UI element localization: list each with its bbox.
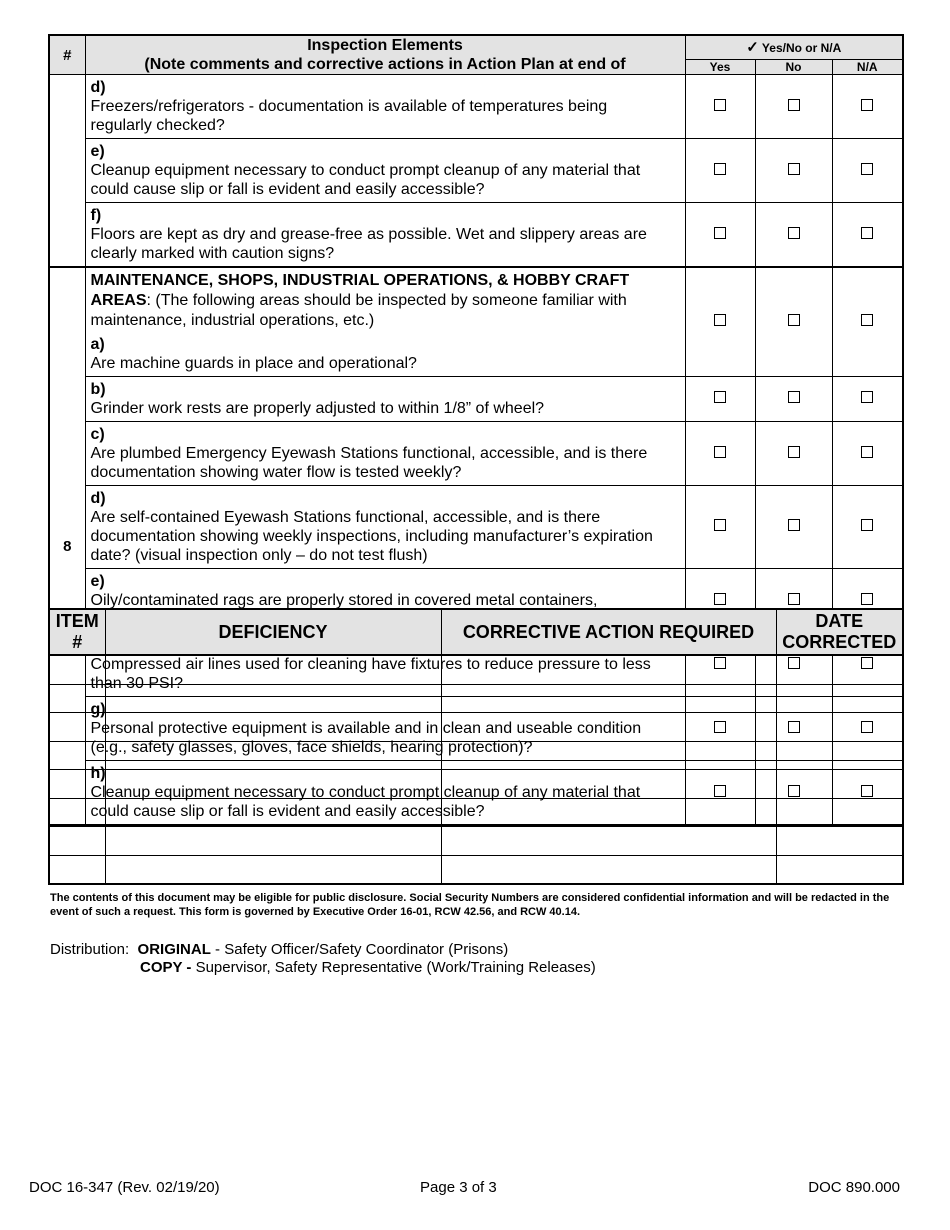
item-text: Floors are kept as dry and grease-free as possible. Wet and slippery areas are clearly marked with caution signs?	[90, 226, 647, 262]
deficiency-cell[interactable]	[105, 713, 441, 742]
table-row	[49, 655, 903, 684]
table-row	[49, 770, 903, 799]
checkbox-yes[interactable]	[714, 446, 726, 458]
header-title-line2: (Note comments and corrective actions in Action Plan at end of	[144, 56, 626, 73]
deficiency-header: DEFICIENCY	[105, 609, 441, 655]
distribution-copy-text: Supervisor, Safety Representative (Work/Training Releases)	[191, 959, 596, 976]
date-cell[interactable]	[776, 798, 903, 827]
checkbox-yes[interactable]	[714, 163, 726, 175]
yes-no-na-header	[685, 35, 903, 59]
checkmark-icon: ✓	[746, 39, 759, 57]
checkbox-no[interactable]	[788, 227, 800, 239]
item-text: Are self-contained Eyewash Stations functional, accessible, and is there documentation showing weekly inspections, including manufacturer’s expiration date? (visual inspection only – do not test flush)	[90, 509, 653, 564]
item-header-line2: #	[72, 632, 83, 652]
checkbox-no[interactable]	[788, 163, 800, 175]
checkbox-yes[interactable]	[714, 519, 726, 531]
item-header-line1: ITEM	[55, 611, 99, 631]
table-row	[49, 827, 903, 856]
checkbox-na[interactable]	[861, 446, 873, 458]
corrective-action-cell[interactable]	[441, 741, 776, 770]
item-letter: c)	[90, 426, 105, 443]
checkbox-no[interactable]	[788, 519, 800, 531]
question-row	[85, 75, 685, 139]
corrective-action-cell[interactable]	[441, 684, 776, 713]
item-letter: e)	[90, 143, 105, 160]
checkbox-na[interactable]	[861, 314, 873, 326]
table-row	[49, 741, 903, 770]
item-text: Compressed air lines used for cleaning have fixtures to reduce pressure to less than 30 PSI?	[90, 656, 651, 692]
inspection-elements-header	[85, 35, 685, 75]
date-cell[interactable]	[776, 770, 903, 799]
corrective-action-cell[interactable]	[441, 855, 776, 884]
checkbox-no[interactable]	[788, 314, 800, 326]
item-number-cell[interactable]	[49, 655, 105, 684]
item-text: Cleanup equipment necessary to conduct prompt cleanup of any material that could cause slip or fall is evident and easily accessible?	[90, 784, 641, 820]
item-letter: g)	[90, 701, 106, 718]
corrective-action-cell[interactable]	[441, 713, 776, 742]
deficiency-cell[interactable]	[105, 827, 441, 856]
checkbox-na[interactable]	[861, 593, 873, 605]
date-corrected-header	[776, 609, 903, 655]
section8-heading-text: : (The following areas should be inspected by someone familiar with maintenance, industrial operations, etc.)	[90, 292, 627, 329]
deficiency-cell[interactable]	[105, 684, 441, 713]
deficiency-cell[interactable]	[105, 655, 441, 684]
question-row	[85, 377, 685, 422]
date-header-line2: CORRECTED	[782, 632, 897, 652]
checkbox-yes[interactable]	[714, 314, 726, 326]
column-na: N/A	[832, 59, 903, 74]
corrective-action-cell[interactable]	[441, 770, 776, 799]
item-letter: e)	[90, 573, 105, 590]
item-text: Are machine guards in place and operational?	[90, 355, 417, 372]
checkbox-na[interactable]	[861, 519, 873, 531]
checkbox-na[interactable]	[861, 163, 873, 175]
table-row	[49, 684, 903, 713]
item-number-cell[interactable]	[49, 713, 105, 742]
distribution-block	[50, 941, 596, 977]
checkbox-no[interactable]	[788, 99, 800, 111]
item-number-cell[interactable]	[49, 684, 105, 713]
item-text: Personal protective equipment is available and in clean and useable condition (e.g., safety glasses, gloves, face shields, hearing protection)?	[90, 720, 642, 756]
item-letter: d)	[90, 79, 106, 96]
corrective-action-cell[interactable]	[441, 827, 776, 856]
deficiency-cell[interactable]	[105, 741, 441, 770]
page-number: Page 3 of 3	[420, 1179, 497, 1196]
checkbox-yes[interactable]	[714, 227, 726, 239]
date-cell[interactable]	[776, 655, 903, 684]
question-row	[85, 486, 685, 569]
item-number-cell[interactable]	[49, 798, 105, 827]
item-number-cell[interactable]	[49, 827, 105, 856]
checkbox-yes[interactable]	[714, 99, 726, 111]
item-letter: f)	[90, 207, 102, 224]
date-cell[interactable]	[776, 713, 903, 742]
item-text: Freezers/refrigerators - documentation is available of temperatures being regularly checked?	[90, 98, 608, 134]
disclosure-notice: The contents of this document may be eligible for public disclosure. Social Security Numbers are considered confidential information and will be redacted in the event of such a request. This form is governed by Executive Order 16-01, RCW 42.56, and RCW 40.14.	[50, 892, 890, 918]
header-title-line1: Inspection Elements	[307, 37, 463, 54]
deficiency-cell[interactable]	[105, 855, 441, 884]
table-row	[49, 855, 903, 884]
corrective-action-header: CORRECTIVE ACTION REQUIRED	[441, 609, 776, 655]
item-text: Cleanup equipment necessary to conduct prompt cleanup of any material that could cause slip or fall is evident and easily accessible?	[90, 162, 641, 198]
section8-heading-row	[85, 267, 685, 377]
checkbox-yes[interactable]	[714, 391, 726, 403]
checkbox-no[interactable]	[788, 593, 800, 605]
checkbox-na[interactable]	[861, 391, 873, 403]
item-text: Oily/contaminated rags are properly stored in covered metal containers,	[90, 592, 598, 609]
checkbox-yes[interactable]	[714, 593, 726, 605]
column-no: No	[755, 59, 832, 74]
action-plan-table	[48, 608, 904, 885]
checkbox-na[interactable]	[861, 99, 873, 111]
table-row	[49, 713, 903, 742]
date-cell[interactable]	[776, 855, 903, 884]
question-row	[85, 422, 685, 486]
checkbox-no[interactable]	[788, 446, 800, 458]
item-letter: a)	[90, 336, 105, 353]
section8-number: 8	[49, 267, 85, 825]
deficiency-cell[interactable]	[105, 798, 441, 827]
distribution-original-label: ORIGINAL	[137, 941, 211, 958]
section8-heading-bold: MAINTENANCE, SHOPS, INDUSTRIAL OPERATIONS, & HOBBY CRAFT AREAS	[90, 272, 630, 309]
doc-number: DOC 890.000	[808, 1179, 900, 1196]
yes-no-na-label: Yes/No or N/A	[761, 41, 842, 56]
table-row	[49, 798, 903, 827]
item-text: Are plumbed Emergency Eyewash Stations functional, accessible, and is there documentation showing water flow is tested weekly?	[90, 445, 648, 481]
corrective-action-cell[interactable]	[441, 798, 776, 827]
number-column-header: #	[49, 35, 85, 75]
date-cell[interactable]	[776, 741, 903, 770]
item-letter: b)	[90, 381, 106, 398]
form-id: DOC 16-347 (Rev. 02/19/20)	[29, 1179, 220, 1196]
item-number-cell[interactable]	[49, 770, 105, 799]
date-cell[interactable]	[776, 827, 903, 856]
item-letter: h)	[90, 765, 106, 782]
date-header-line1: DATE	[815, 611, 864, 631]
question-row	[85, 203, 685, 268]
column-yes: Yes	[685, 59, 755, 74]
item-text: Grinder work rests are properly adjusted to within 1/8” of wheel?	[90, 400, 545, 417]
item-number-cell[interactable]	[49, 855, 105, 884]
question-row	[85, 139, 685, 203]
deficiency-cell[interactable]	[105, 770, 441, 799]
distribution-copy-label: COPY -	[140, 959, 192, 976]
checkbox-na[interactable]	[861, 227, 873, 239]
item-number-cell[interactable]	[49, 741, 105, 770]
distribution-label: Distribution:	[50, 941, 130, 958]
section8-heading	[91, 271, 681, 331]
corrective-action-cell[interactable]	[441, 655, 776, 684]
date-cell[interactable]	[776, 684, 903, 713]
checkbox-no[interactable]	[788, 391, 800, 403]
item-number-header	[49, 609, 105, 655]
item-letter: d)	[90, 490, 106, 507]
section7-number-cell	[49, 75, 85, 268]
distribution-original-text: - Safety Officer/Safety Coordinator (Prisons)	[210, 941, 509, 958]
